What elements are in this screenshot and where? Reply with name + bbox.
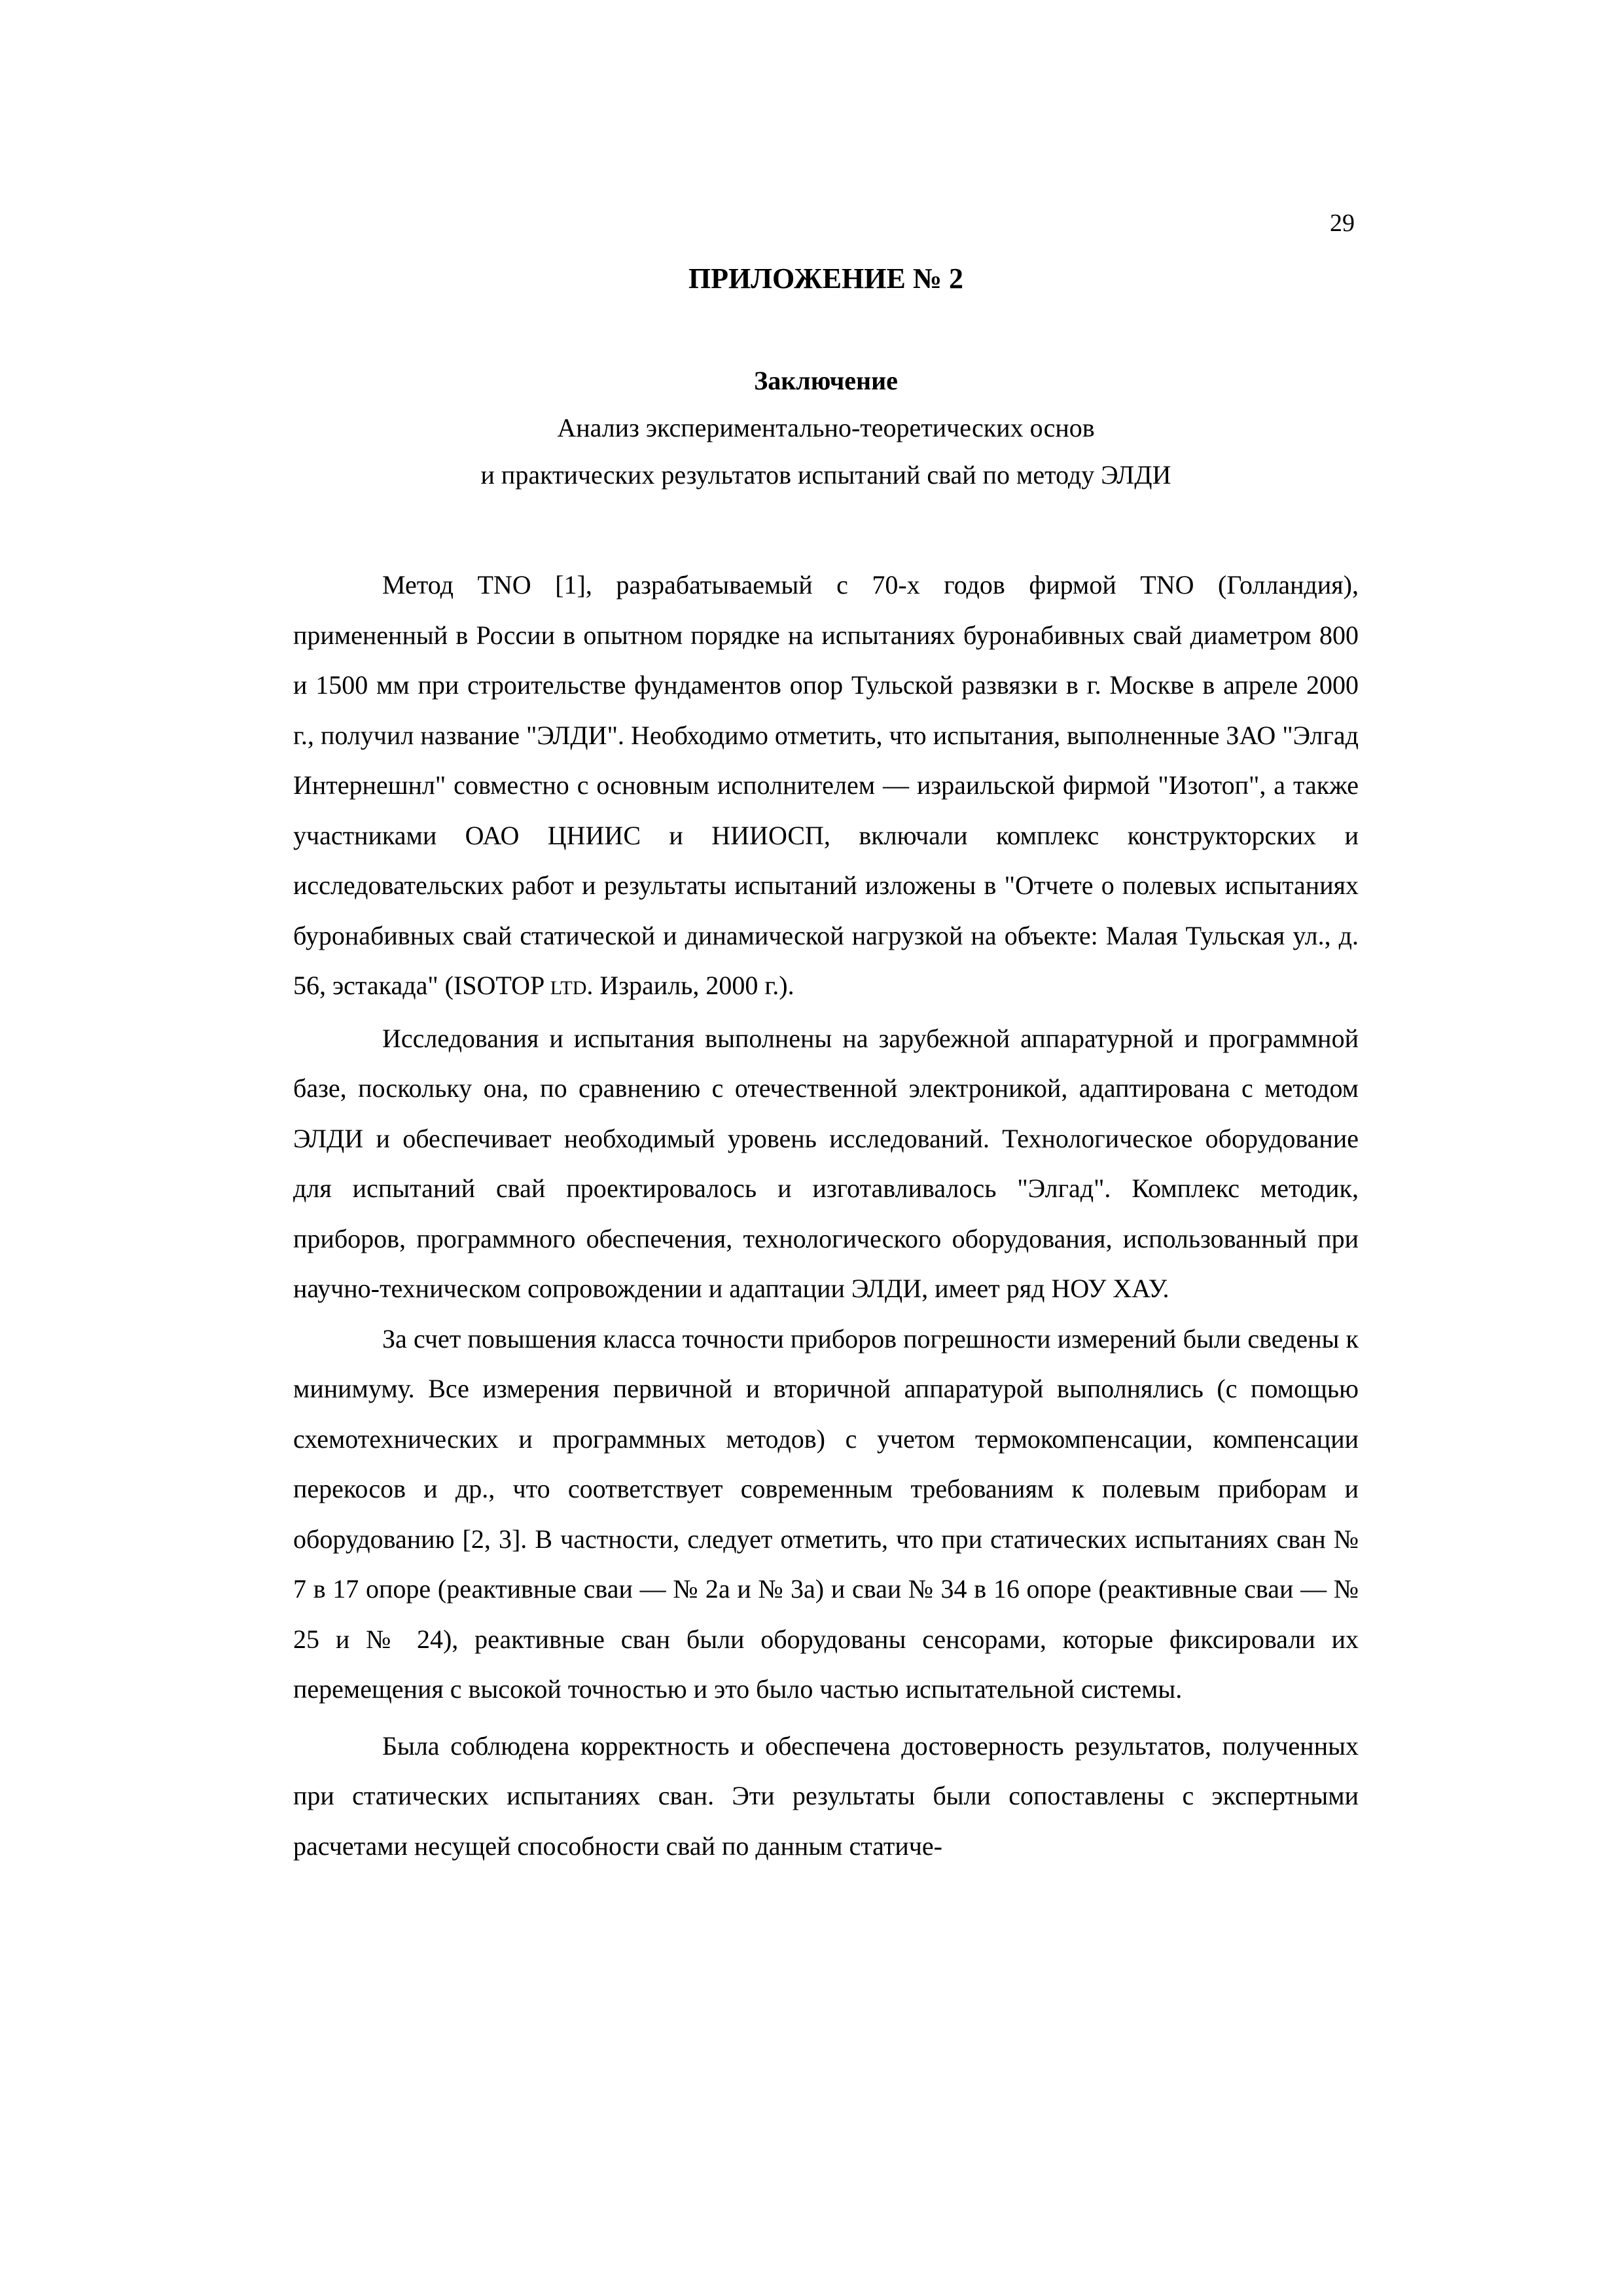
paragraph-4: Была соблюдена корректность и обеспечена достоверность результатов, полученных при статических испытаниях сван. Эти результаты были сопоставлены с экспертными расчетами несущей способности свай по данным статиче- xyxy=(293,1731,1359,1861)
document-subtitle xyxy=(293,404,1359,499)
paragraph-1-text: Метод TNO [1], разрабатываемый с 70-х годов фирмой TNO (Голландия), примененный в России в опытном порядке на испытаниях буронабивных свай диаметром 800 и 1500 мм при строительстве фундаментов опор Тульской развязки в г. Москве в апреле 2000 г., получил название "ЭЛДИ". Необходимо отметить, что испытания, выполненные ЗАО "Элгад Интернешнл" совместно с основным исполнителем — израильской фирмой "Изотоп", а также участниками ОАО ЦНИИС и НИИОСП, включали комплекс конструкторских и исследовательских работ и результаты испытаний изложены в "Отчете о полевых испытаниях буронабивных свай статической и динамической нагрузкой на объекте: Малая Тульская ул., д. 56, эстакада" (ISOTOP xyxy=(293,570,1359,1000)
subtitle-line-2: и практических результатов испытаний свай по методу ЭЛДИ xyxy=(480,460,1171,490)
paragraph-1 xyxy=(293,560,1359,1014)
paragraph-2: Исследования и испытания выполнены на зарубежной аппаратурной и программной базе, поскольку она, по сравнению с отечественной электроникой, адаптирована с методом ЭЛДИ и обеспечивает необходимый уровень исследований. Технологическое оборудование для испытаний свай проектировалось и изготавливалось "Элгад". Комплекс методик, приборов, программного обеспечения, технологического оборудования, использованный при научно-техническом сопровождении и адаптации ЭЛДИ, имеет ряд НОУ ХАУ. xyxy=(293,1023,1359,1303)
ltd-abbreviation: LTD xyxy=(550,977,587,999)
section-title: Заключение xyxy=(754,366,898,395)
paragraph-3: За счет повышения класса точности приборов погрешности измерений были сведены к минимуму. Все измерения первичной и вторичной аппаратурой выполнялись (с помощью схемотехнических и программных методов) с учетом термокомпенсации, компенсации перекосов и др., что соответствует современным требованиям к полевым приборам и оборудованию [2, 3]. В частности, следует отметить, что при статических испытаниях сван № 7 в 17 опоре (реактивные сваи — № 2а и № 3а) и сваи № 34 в 16 опоре (реактивные сваи — № 25 и № 24), реактивные сван были оборудованы сенсорами, которые фиксировали их перемещения с высокой точностью и это было частью испытательной системы. xyxy=(293,1323,1359,1704)
body-text xyxy=(293,560,1359,1871)
appendix-title: ПРИЛОЖЕНИЕ № 2 xyxy=(688,262,964,295)
subtitle-line-1: Анализ экспериментально-теоретических основ xyxy=(557,413,1095,442)
paragraph-1-end: . Израиль, 2000 г.). xyxy=(586,971,794,1000)
page-number: 29 xyxy=(1330,209,1355,237)
